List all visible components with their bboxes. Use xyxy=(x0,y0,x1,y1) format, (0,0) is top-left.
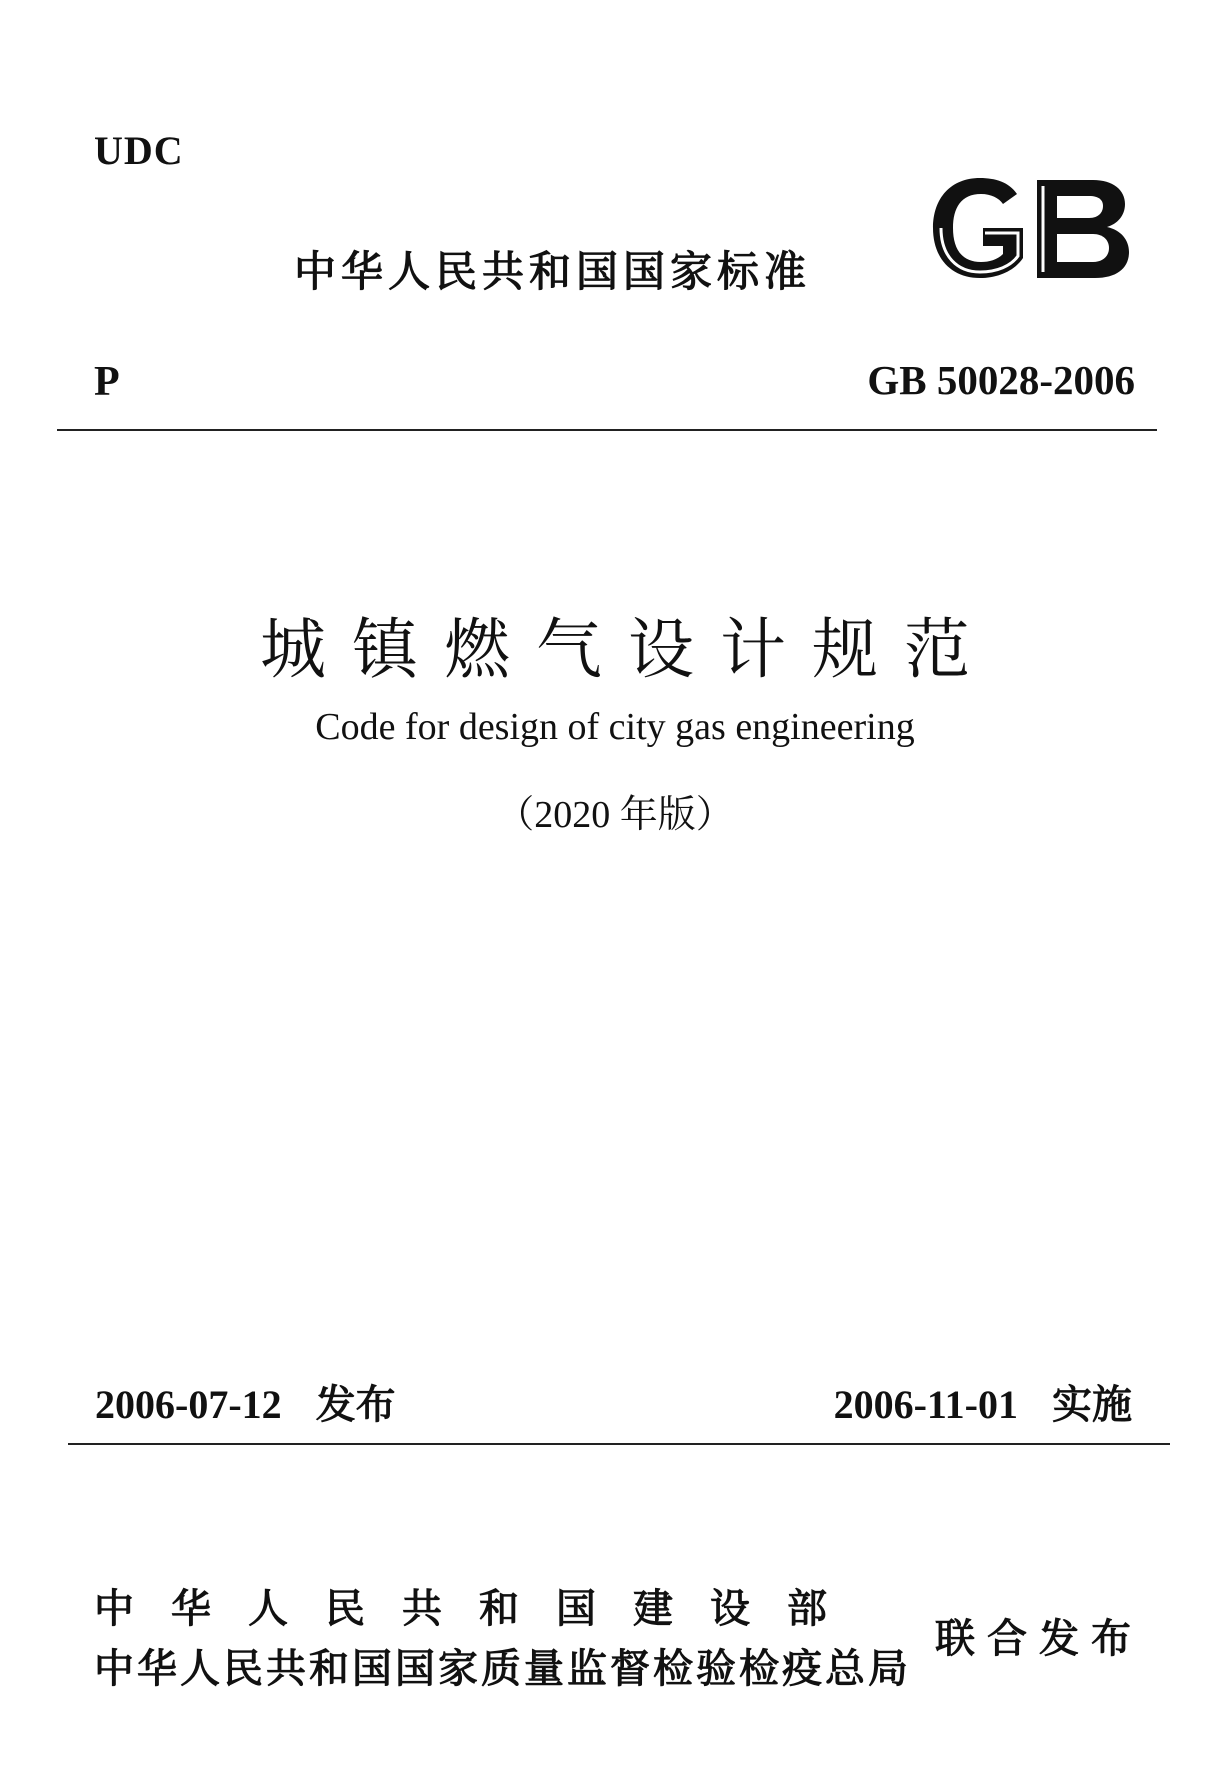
title-chinese: 城镇燃气设计规范 xyxy=(260,611,996,688)
gb-logo xyxy=(925,172,1135,284)
header-divider xyxy=(57,429,1157,431)
implement-date: 2006-11-01 xyxy=(833,1382,1018,1427)
udc-label: UDC xyxy=(94,128,184,173)
publish-date-line xyxy=(95,1373,396,1430)
gb-logo-text: GB xyxy=(925,172,927,173)
title-english: Code for design of city gas engineering xyxy=(315,706,915,748)
standard-number: GB 50028-2006 xyxy=(867,357,1135,403)
publish-date: 2006-07-12 xyxy=(95,1382,282,1427)
edition-label: （2020 年版） xyxy=(496,794,734,836)
footer-divider xyxy=(68,1443,1170,1445)
standard-type: 中华人民共和国国家标准 xyxy=(294,247,812,296)
classification-code: P xyxy=(94,359,120,405)
implement-label: 实施 xyxy=(1052,1382,1132,1428)
implement-date-line xyxy=(834,1373,1132,1430)
joint-publish-label: 联合发布 xyxy=(935,1616,1143,1662)
publish-label: 发布 xyxy=(315,1382,396,1428)
issuer-aqsiq: 中华人民共和国国家质量监督检验检疫总局 xyxy=(94,1646,911,1692)
issuer-ministry: 中华人民共和国建设部 xyxy=(94,1586,864,1632)
